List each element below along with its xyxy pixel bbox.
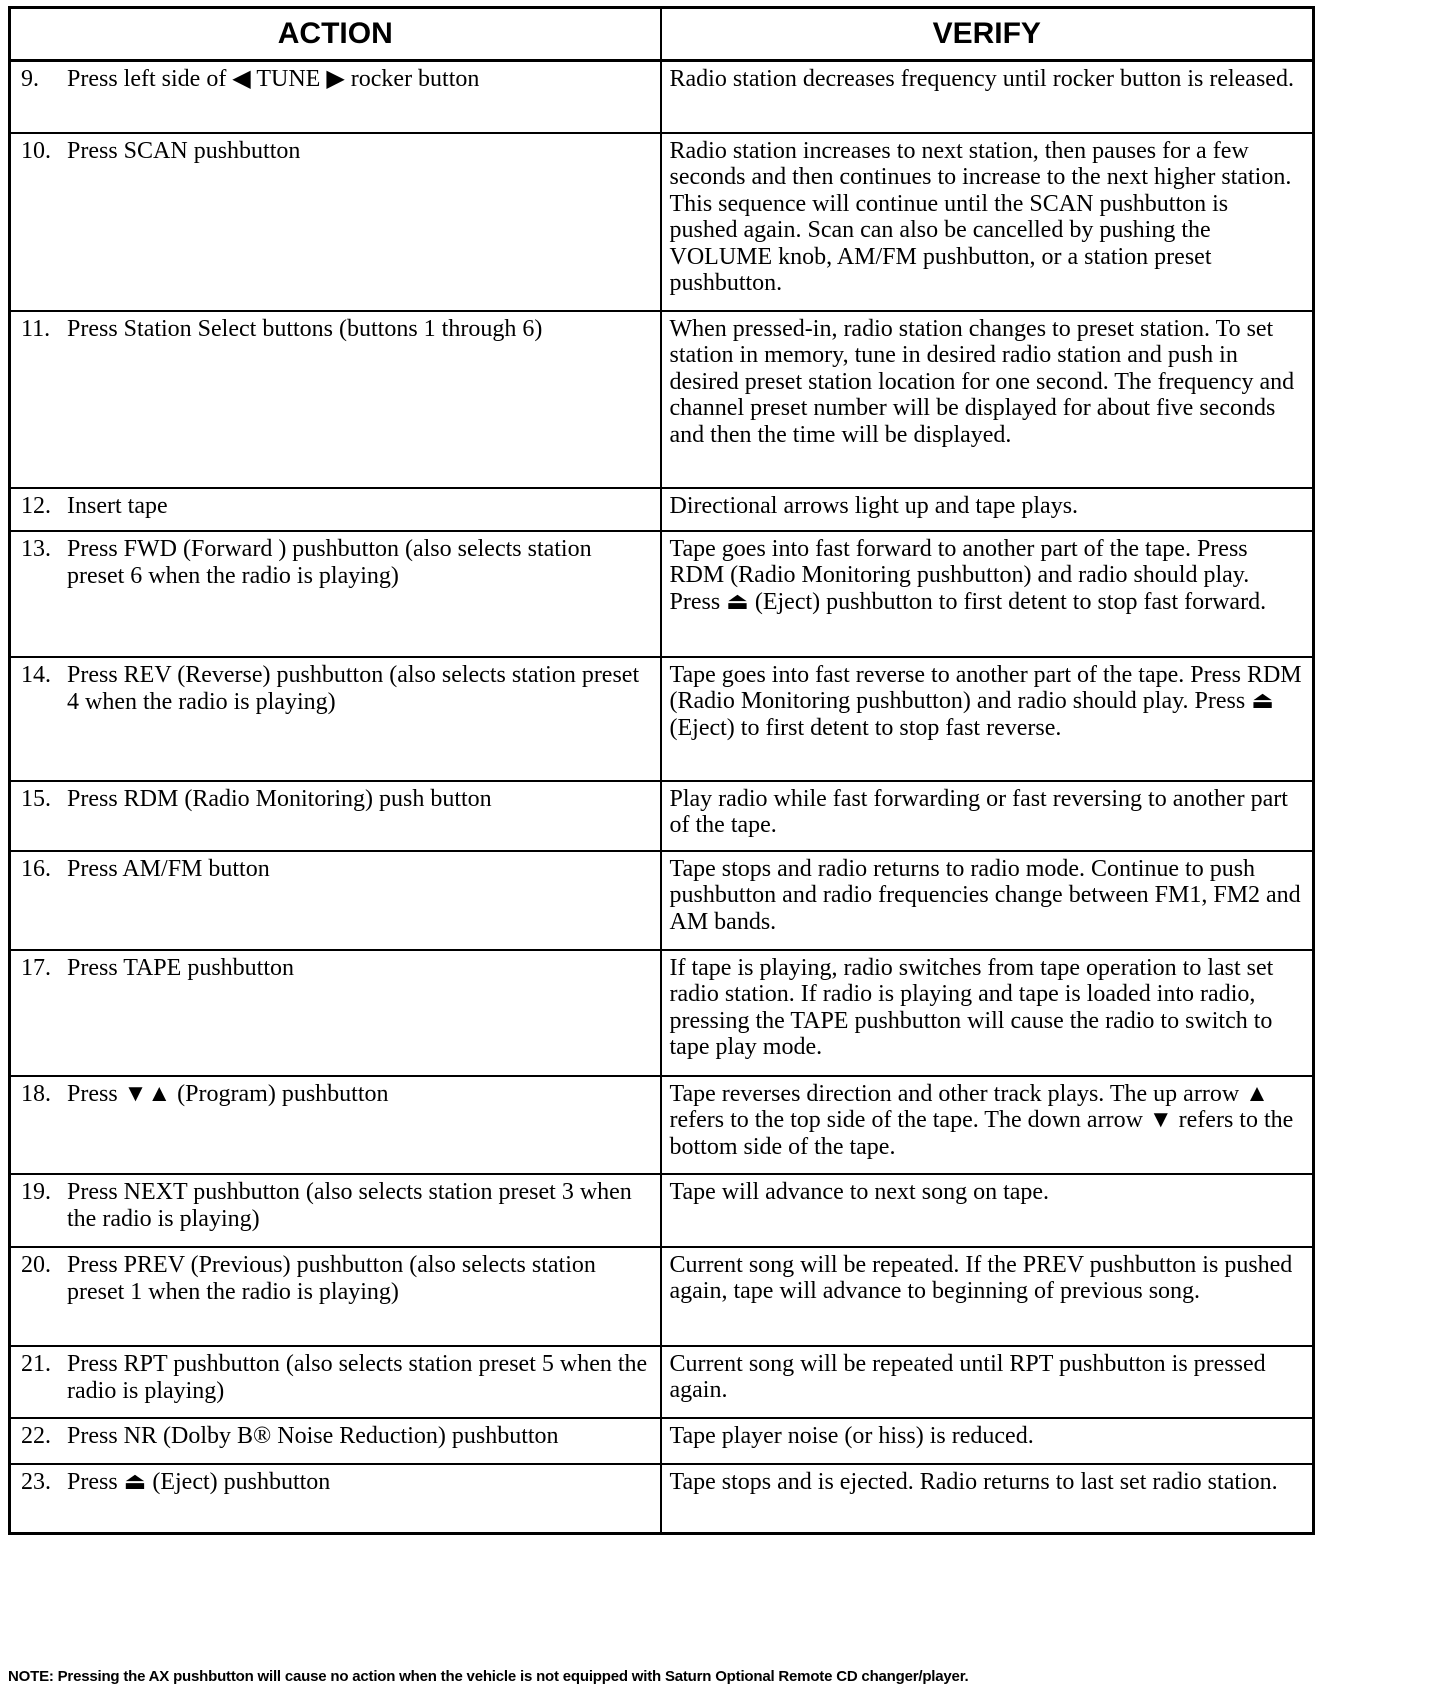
- step-number: 17.: [21, 954, 51, 981]
- table-row: [10, 1076, 1314, 1174]
- table-row: [10, 1174, 1314, 1247]
- step-number: 16.: [21, 855, 51, 882]
- step-number: 23.: [21, 1468, 51, 1495]
- action-text: Press RDM (Radio Monitoring) push button: [67, 785, 492, 812]
- action-cell: [10, 488, 661, 531]
- action-step: [21, 536, 652, 590]
- action-step: [21, 493, 652, 520]
- action-step: [21, 662, 652, 716]
- action-text: Press RPT pushbutton (also selects station preset 5 when the radio is playing): [67, 1350, 648, 1404]
- action-text: Press TAPE pushbutton: [67, 954, 294, 981]
- action-cell: [10, 781, 661, 851]
- verify-cell: Tape player noise (or hiss) is reduced.: [661, 1418, 1314, 1464]
- action-cell: [10, 133, 661, 311]
- verify-cell: If tape is playing, radio switches from tape operation to last set radio station. If radio is playing and tape is loaded into radio, pressing the TAPE pushbutton will cause the radio to switch to tape play mode.: [661, 950, 1314, 1076]
- column-header-verify: VERIFY: [661, 8, 1314, 61]
- action-text: Press AM/FM button: [67, 855, 270, 882]
- table-row: [10, 657, 1314, 781]
- action-cell: [10, 851, 661, 950]
- action-text: Press ⏏ (Eject) pushbutton: [67, 1468, 331, 1495]
- verify-cell: Radio station increases to next station, then pauses for a few seconds and then continues to increase to the next higher station. This sequence will continue until the SCAN pushbutton is pushed again. Scan can also be cancelled by pushing the VOLUME knob, AM/FM pushbutton, or a station preset pushbutton.: [661, 133, 1314, 311]
- table-row: [10, 781, 1314, 851]
- action-step: [21, 66, 652, 93]
- table-row: [10, 488, 1314, 531]
- action-step: [21, 1179, 652, 1233]
- verify-cell: Play radio while fast forwarding or fast reversing to another part of the tape.: [661, 781, 1314, 851]
- step-number: 19.: [21, 1178, 51, 1205]
- verify-cell: Tape goes into fast forward to another part of the tape. Press RDM (Radio Monitoring pushbutton) and radio should play. Press ⏏ (Eject) pushbutton to first detent to stop fast forward.: [661, 531, 1314, 657]
- action-step: [21, 1423, 652, 1450]
- action-cell: [10, 61, 661, 133]
- table-row: [10, 851, 1314, 950]
- verify-cell: When pressed-in, radio station changes to preset station. To set station in memory, tune in desired radio station and push in desired preset station location for one second. The frequency and channel preset number will be displayed for about five seconds and then the time will be displayed.: [661, 311, 1314, 488]
- step-number: 9.: [21, 66, 39, 92]
- step-number: 21.: [21, 1350, 51, 1377]
- action-cell: [10, 531, 661, 657]
- verify-cell: Tape stops and is ejected. Radio returns to last set radio station.: [661, 1464, 1314, 1534]
- verify-cell: Tape reverses direction and other track plays. The up arrow ▲ refers to the top side of the tape. The down arrow ▼ refers to the bottom side of the tape.: [661, 1076, 1314, 1174]
- verify-cell: Tape stops and radio returns to radio mode. Continue to push pushbutton and radio frequencies change between FM1, FM2 and AM bands.: [661, 851, 1314, 950]
- action-cell: [10, 1076, 661, 1174]
- verify-cell: Radio station decreases frequency until rocker button is released.: [661, 61, 1314, 133]
- action-text: Press REV (Reverse) pushbutton (also selects station preset 4 when the radio is playing): [67, 661, 640, 715]
- action-cell: [10, 950, 661, 1076]
- footnote: NOTE: Pressing the AX pushbutton will cause no action when the vehicle is not equipped with Saturn Optional Remote CD changer/player.: [8, 1668, 969, 1685]
- table-row: [10, 1418, 1314, 1464]
- table-row: [10, 61, 1314, 133]
- action-text: Press Station Select buttons (buttons 1 through 6): [67, 315, 543, 342]
- table-row: [10, 950, 1314, 1076]
- step-number: 22.: [21, 1422, 51, 1449]
- action-step: [21, 1351, 652, 1405]
- table-body: [10, 61, 1314, 1534]
- table-row: [10, 1346, 1314, 1418]
- table-row: [10, 311, 1314, 488]
- action-text: Press PREV (Previous) pushbutton (also selects station preset 1 when the radio is playing): [67, 1251, 596, 1305]
- action-text: Press NEXT pushbutton (also selects station preset 3 when the radio is playing): [67, 1178, 632, 1232]
- action-step: [21, 1252, 652, 1306]
- action-step: [21, 786, 652, 813]
- verify-cell: Tape will advance to next song on tape.: [661, 1174, 1314, 1247]
- action-step: [21, 856, 652, 883]
- verify-cell: Directional arrows light up and tape plays.: [661, 488, 1314, 531]
- action-text: Press FWD (Forward ) pushbutton (also selects station preset 6 when the radio is playing): [67, 535, 592, 589]
- verify-cell: Tape goes into fast reverse to another part of the tape. Press RDM (Radio Monitoring pushbutton) and radio should play. Press ⏏ (Eject) to first detent to stop fast reverse.: [661, 657, 1314, 781]
- action-text: Press NR (Dolby B® Noise Reduction) pushbutton: [67, 1422, 559, 1449]
- step-number: 12.: [21, 492, 51, 519]
- action-text: Insert tape: [67, 492, 168, 519]
- action-step: [21, 138, 652, 165]
- action-text: Press SCAN pushbutton: [67, 137, 301, 164]
- action-cell: [10, 1346, 661, 1418]
- table-row: [10, 1247, 1314, 1346]
- table-row: [10, 531, 1314, 657]
- action-step: [21, 316, 652, 343]
- document-page: [8, 6, 1312, 1535]
- verify-cell: Current song will be repeated until RPT pushbutton is pressed again.: [661, 1346, 1314, 1418]
- procedure-table: [8, 6, 1315, 1535]
- action-step: [21, 1469, 652, 1496]
- action-text: Press ▼▲ (Program) pushbutton: [67, 1080, 389, 1107]
- action-cell: [10, 657, 661, 781]
- action-text: Press left side of ◀ TUNE ▶ rocker button: [67, 66, 480, 92]
- step-number: 10.: [21, 137, 51, 164]
- step-number: 15.: [21, 785, 51, 812]
- step-number: 14.: [21, 661, 51, 688]
- step-number: 20.: [21, 1251, 51, 1278]
- action-cell: [10, 1464, 661, 1534]
- action-cell: [10, 1247, 661, 1346]
- action-cell: [10, 1174, 661, 1247]
- step-number: 11.: [21, 315, 51, 342]
- action-cell: [10, 1418, 661, 1464]
- table-header-row: [10, 8, 1314, 61]
- table-row: [10, 133, 1314, 311]
- column-header-action: ACTION: [10, 8, 661, 61]
- action-step: [21, 1081, 652, 1108]
- action-step: [21, 955, 652, 982]
- table-row: [10, 1464, 1314, 1534]
- verify-cell: Current song will be repeated. If the PREV pushbutton is pushed again, tape will advance to beginning of previous song.: [661, 1247, 1314, 1346]
- action-cell: [10, 311, 661, 488]
- step-number: 13.: [21, 535, 51, 562]
- step-number: 18.: [21, 1080, 51, 1107]
